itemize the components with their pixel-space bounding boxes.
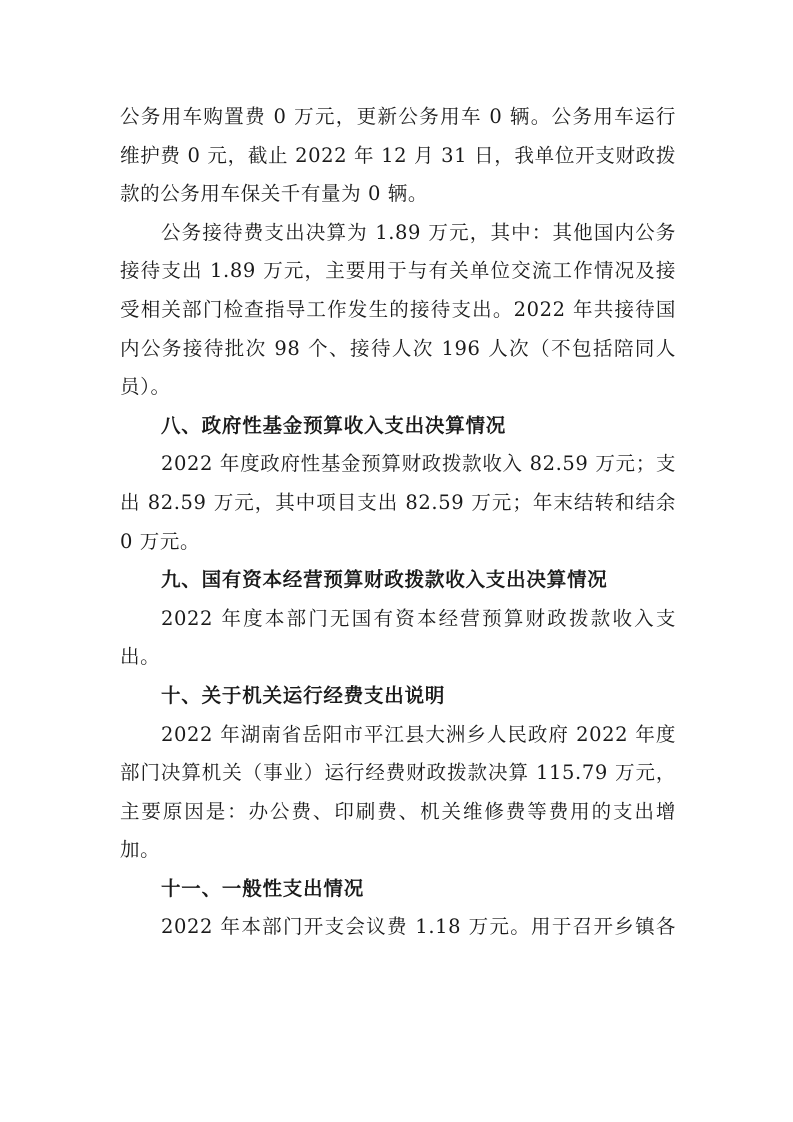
section-heading-operating-expenses: 十、关于机关运行经费支出说明 <box>161 683 446 707</box>
paragraph-general-expenses <box>120 908 676 947</box>
text-line: 公务接待费支出决算为 1.89 万元，其中：其他国内公务 <box>161 220 676 244</box>
text-line: 出 82.59 万元，其中项目支出 82.59 万元；年末结转和结余 <box>120 490 676 514</box>
text-line: 部门决算机关（事业）运行经费财政拨款决算 115.79 万元， <box>120 761 676 785</box>
paragraph-vehicle-expenses <box>120 98 676 214</box>
text-line: 公务用车购置费 0 万元，更新公务用车 0 辆。公务用车运行 <box>120 105 676 128</box>
text-line: 主要原因是：办公费、印刷费、机关维修费等费用的支出增 <box>120 799 676 823</box>
paragraph-reception-expenses <box>120 214 676 407</box>
text-line: 出。 <box>120 645 161 669</box>
paragraph-government-fund <box>120 445 676 561</box>
text-line: 2022 年度本部门无国有资本经营预算财政拨款收入支 <box>161 606 676 630</box>
text-line: 受相关部门检查指导工作发生的接待支出。2022 年共接待国 <box>120 297 676 321</box>
section-heading-state-capital: 九、国有资本经营预算财政拨款收入支出决算情况 <box>161 568 608 592</box>
section-heading-government-fund: 八、政府性基金预算收入支出决算情况 <box>161 413 507 437</box>
text-line: 员）。 <box>120 375 171 399</box>
text-line: 维护费 0 元，截止 2022 年 12 月 31 日，我单位开支财政拨 <box>120 143 676 167</box>
document-body <box>120 98 676 947</box>
text-line: 2022 年度政府性基金预算财政拨款收入 82.59 万元；支 <box>161 452 676 476</box>
text-line: 2022 年本部门开支会议费 1.18 万元。用于召开乡镇各 <box>161 915 676 939</box>
section-heading-general-expenses: 十一、一般性支出情况 <box>161 876 365 900</box>
text-line: 接待支出 1.89 万元，主要用于与有关单位交流工作情况及接 <box>120 259 676 283</box>
text-line: 款的公务用车保关千有量为 0 辆。 <box>120 182 429 206</box>
text-line: 加。 <box>120 838 161 862</box>
text-line: 内公务接待批次 98 个、接待人次 196 人次（不包括陪同人 <box>120 336 676 360</box>
paragraph-state-capital <box>120 600 676 677</box>
text-line: 2022 年湖南省岳阳市平江县大洲乡人民政府 2022 年度 <box>161 722 676 746</box>
paragraph-operating-expenses <box>120 716 676 870</box>
text-line: 0 万元。 <box>120 529 201 553</box>
